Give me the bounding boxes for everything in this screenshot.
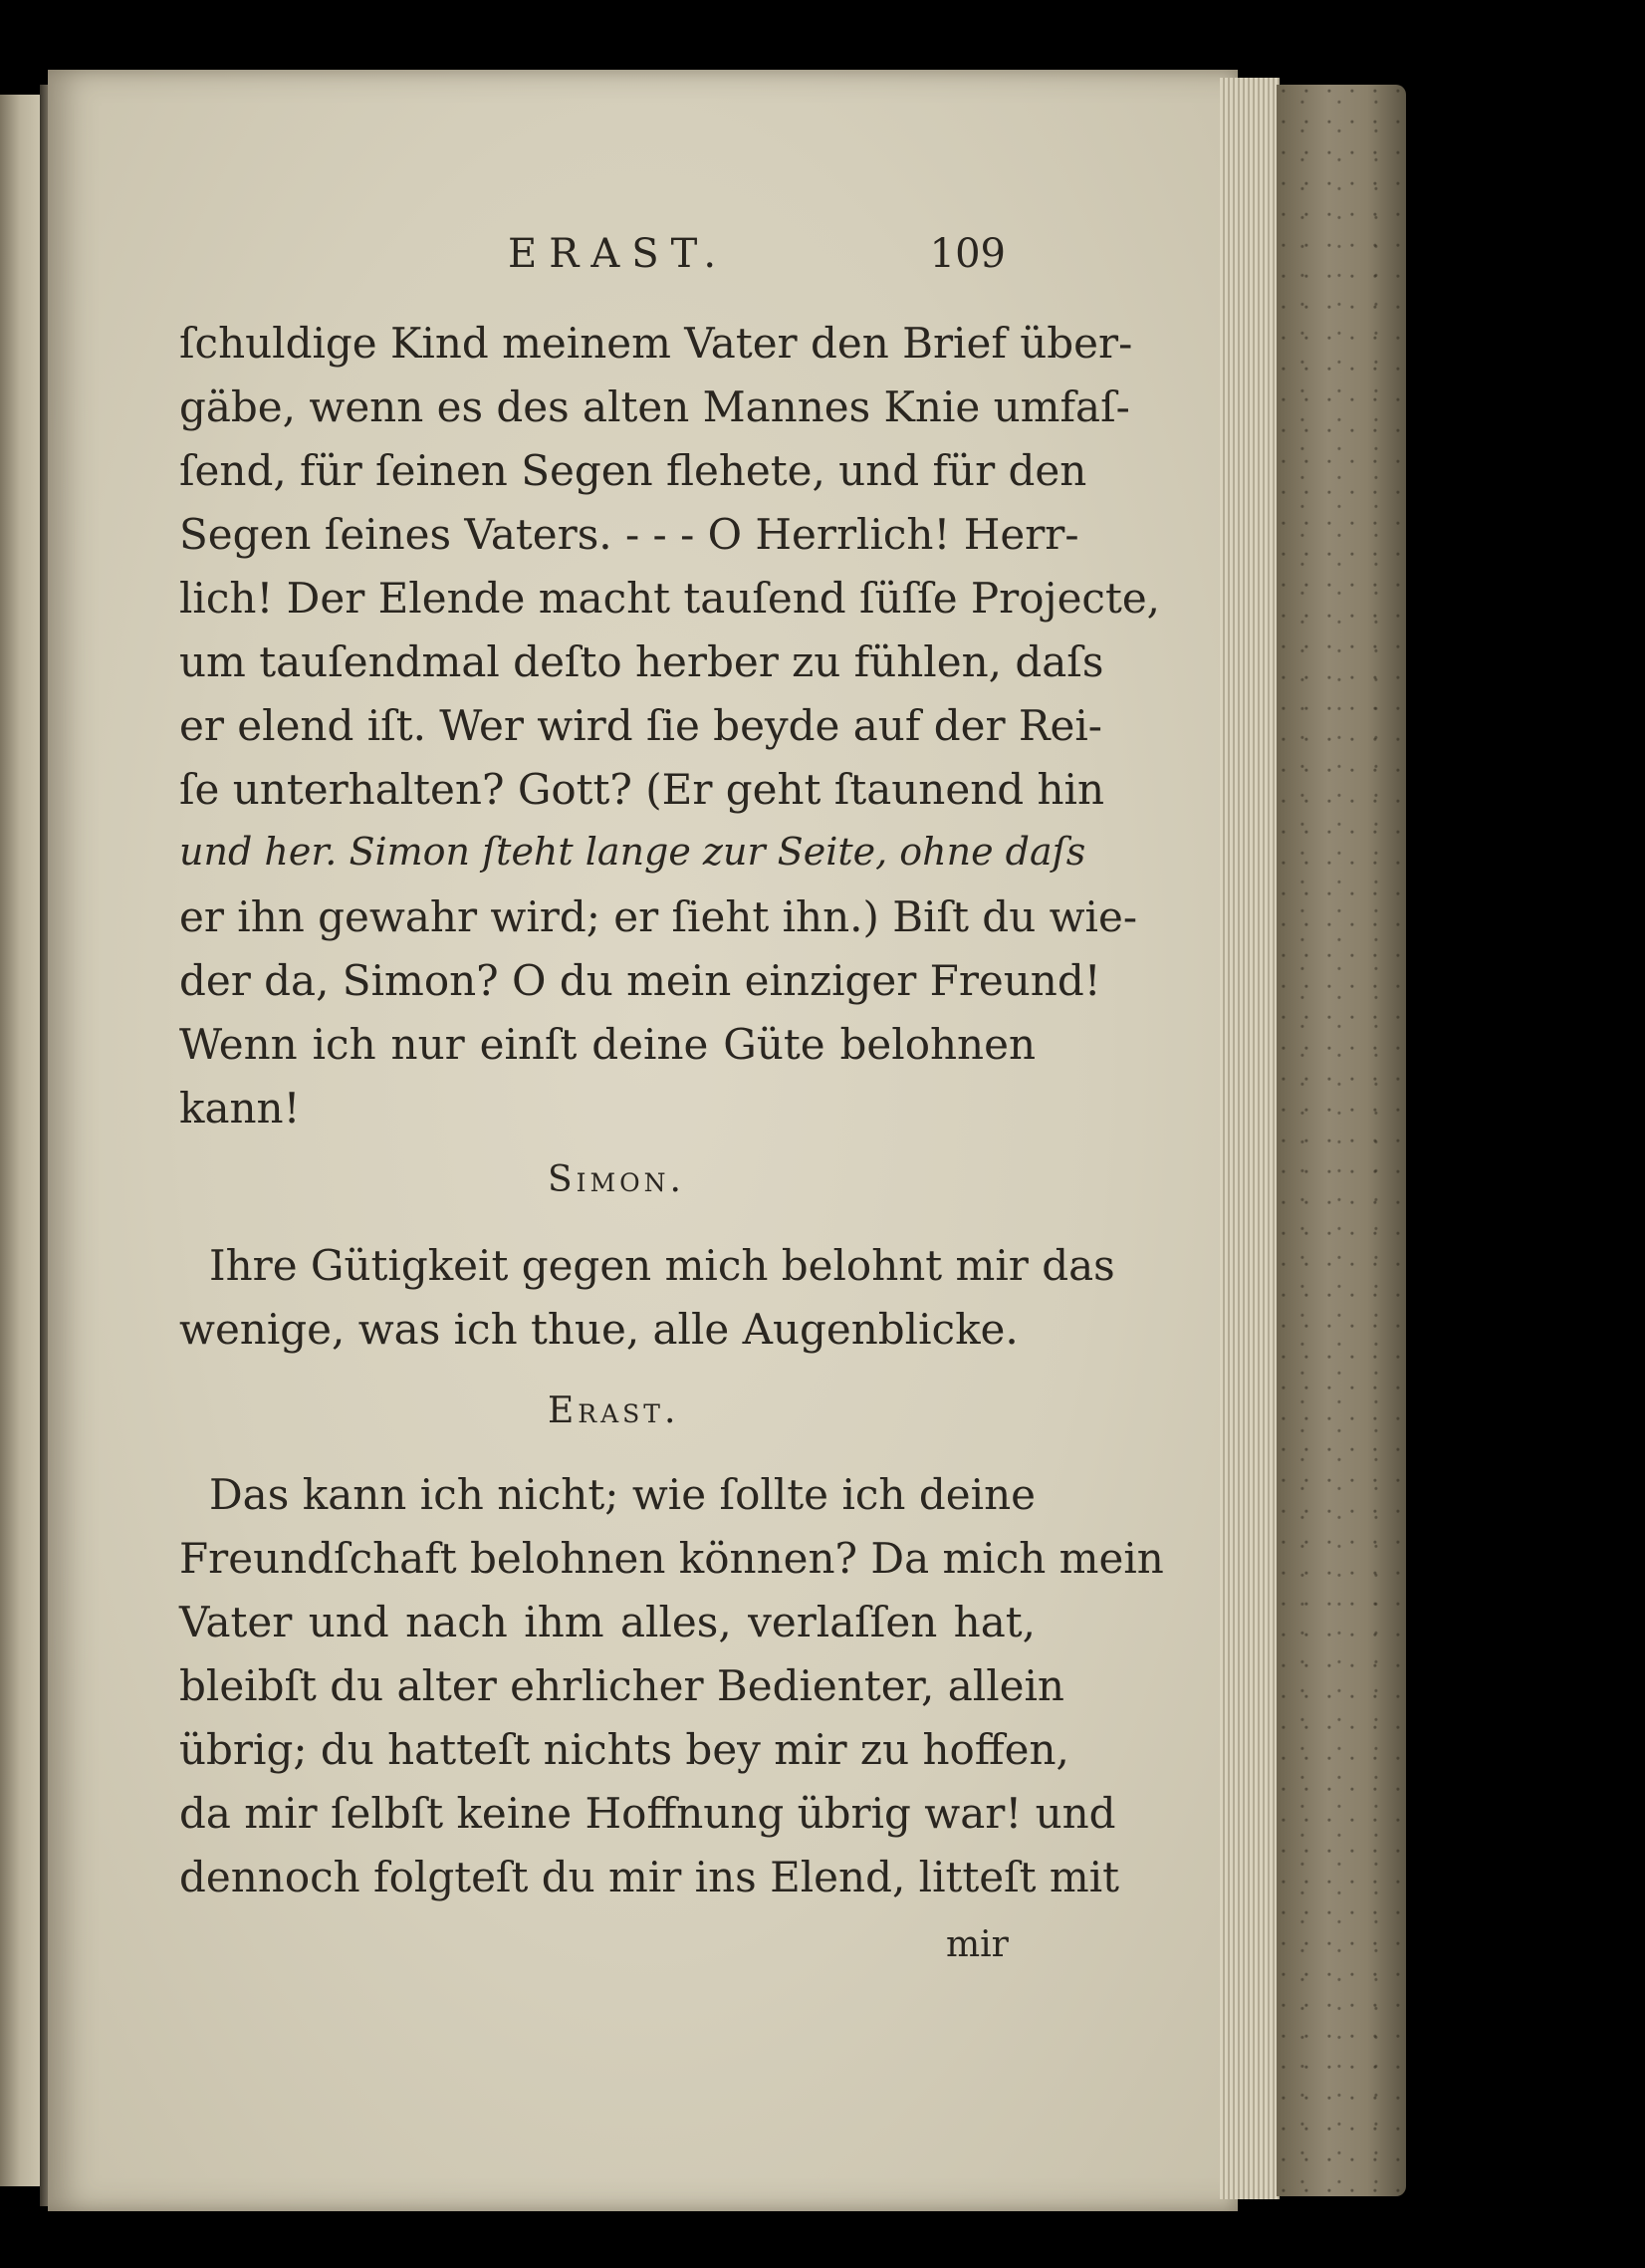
text-line: kann! xyxy=(179,1084,301,1133)
text-line: Segen ſeines Vaters. - - - O Herrlich! Herr- xyxy=(179,510,1079,559)
text-line: er elend iſt. Wer wird ſie beyde auf der Rei- xyxy=(179,701,1102,750)
running-head xyxy=(179,231,1006,291)
speaker-heading: Erast. xyxy=(548,1390,680,1431)
page-number: 109 xyxy=(929,231,1006,277)
text-line: Freundſchaft belohnen können? Da mich mein xyxy=(179,1534,1164,1583)
text-line: der da, Simon? O du mein einziger Freund! xyxy=(179,956,1101,1005)
text-line: wenige, was ich thue, alle Augenblicke. xyxy=(179,1305,1019,1354)
text-line: Wenn ich nur einſt deine Güte belohnen xyxy=(179,1020,1036,1069)
text-line: lich! Der Elende macht tauſend ſüſſe Projecte, xyxy=(179,574,1161,623)
speaker-heading: Simon. xyxy=(548,1159,685,1200)
text-line: Das kann ich nicht; wie ſollte ich deine xyxy=(209,1470,1036,1519)
text-line: übrig; du hatteſt nichts bey mir zu hoffen, xyxy=(179,1725,1069,1774)
stage-direction-line: und her. Simon ſteht lange zur Seite, ohne daſs xyxy=(179,830,1086,874)
facing-page-edge xyxy=(0,95,45,2186)
text-line: Ihre Gütigkeit gegen mich belohnt mir das xyxy=(209,1241,1115,1290)
book-cover-edge xyxy=(1277,85,1406,2196)
text-line: dennoch folgteſt du mir ins Elend, litteſt mit xyxy=(179,1853,1120,1901)
text-line: ſend, für ſeinen Segen flehete, und für den xyxy=(179,446,1087,495)
text-line: bleibſt du alter ehrlicher Bedienter, allein xyxy=(179,1661,1064,1710)
running-title: ERAST. xyxy=(508,231,729,277)
page-edges xyxy=(1220,78,1280,2199)
text-line: gäbe, wenn es des alten Mannes Knie umfaſ- xyxy=(179,382,1130,431)
text-line: da mir ſelbſt keine Hoffnung übrig war! und xyxy=(179,1789,1116,1838)
text-line: ſchuldige Kind meinem Vater den Brief über- xyxy=(179,319,1133,368)
text-line: Vater und nach ihm alles, verlaſſen hat, xyxy=(179,1598,1036,1646)
text-line: ſe unterhalten? Gott? (Er geht ſtaunend hin xyxy=(179,765,1105,814)
text-line: er ihn gewahr wird; er ſieht ihn.) Biſt du wie- xyxy=(179,892,1138,941)
text-line: um tauſendmal deſto herber zu fühlen, daſs xyxy=(179,637,1104,686)
catchword: mir xyxy=(946,1924,1009,1965)
